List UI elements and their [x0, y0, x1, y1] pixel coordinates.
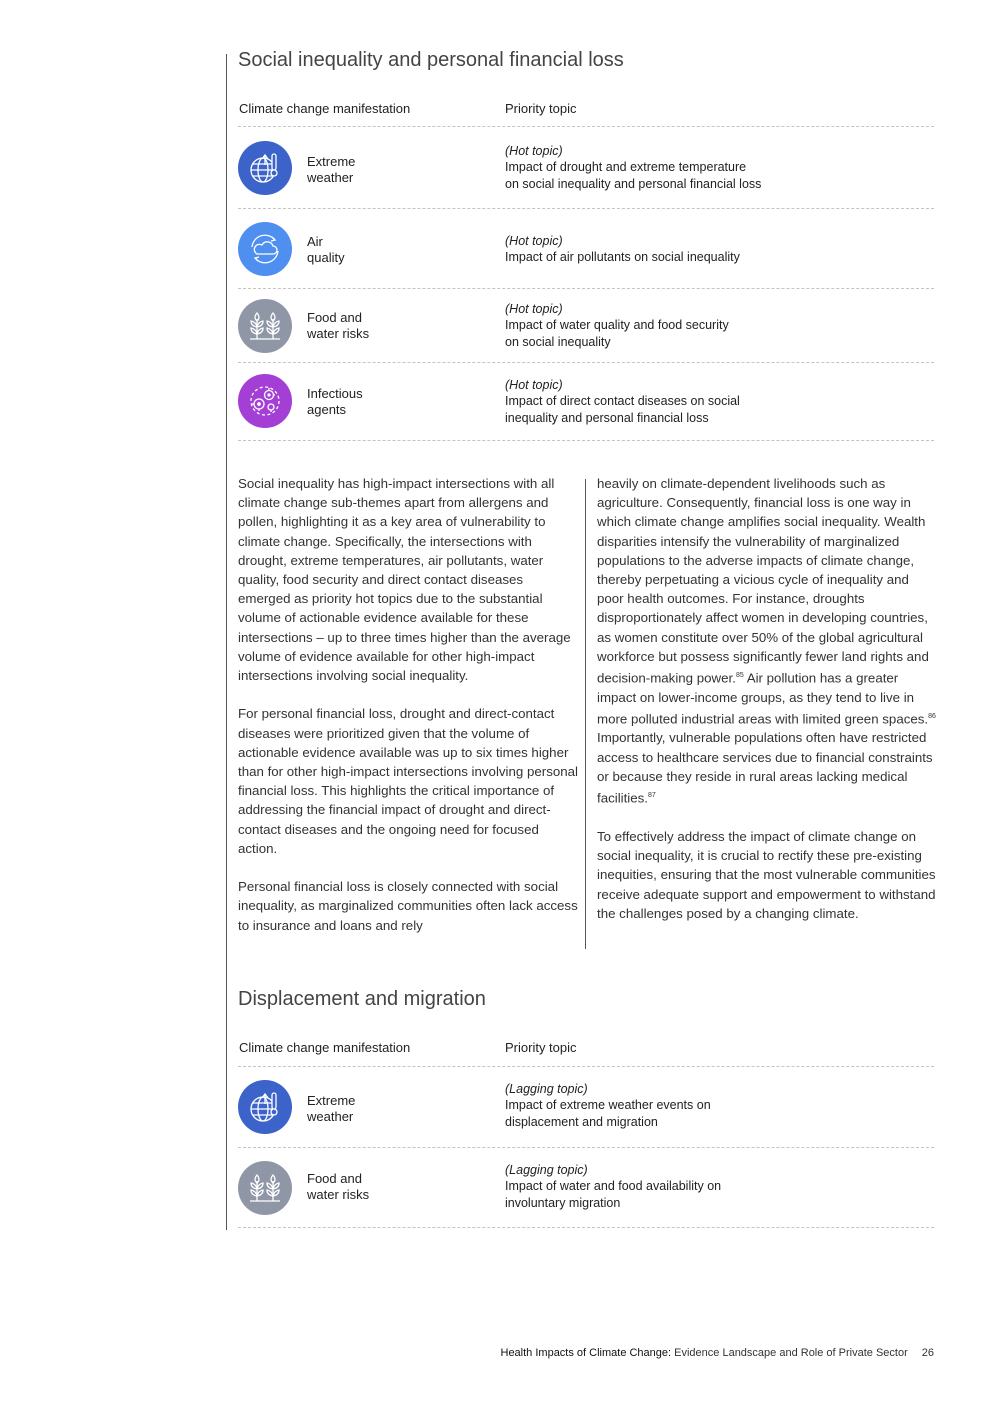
section-title: Displacement and migration: [238, 988, 486, 1010]
table-divider: [238, 1147, 934, 1148]
table-divider: [238, 362, 934, 363]
table-divider: [238, 440, 934, 441]
topic-tag: (Lagging topic): [505, 1082, 588, 1096]
manifestation-label: Food and water risks: [307, 1171, 370, 1202]
table-divider: [238, 1227, 934, 1228]
left-margin-rule: [226, 54, 227, 1230]
page-footer: [501, 1347, 935, 1359]
footer-report-subtitle: Evidence Landscape and Role of Private Sector: [671, 1347, 908, 1359]
table-divider: [238, 288, 934, 289]
topic-tag: (Hot topic): [505, 144, 563, 158]
paragraph: heavily on climate-dependent livelihoods such as agriculture. Consequently, financial loss is one way in which climate change amplifies social inequality. Wealth disparities intensify the vulnerability of marginalized populations to the adverse impacts of climate change, thereby perpetuating a vicious cycle of inequality and poor health outcomes. For instance, droughts disproportionately affect women in developing countries, as women constitute over 50% of the global agricultural workforce but possess significantly fewer land rights and decision-making power.$^{85}$ Air pollution has a greater impact on lower-income groups, as they tend to live in more polluted industrial areas with limited green spaces.$^{86}$ Importantly, vulnerable populations often have restricted access to healthcare services due to financial constraints or because they reside in rural areas lacking medical facilities.$^{87}$: [597, 476, 936, 806]
column-header-manifestation: Climate change manifestation: [239, 101, 411, 116]
globe-thermometer-icon: [238, 1080, 292, 1134]
body-column-left: [238, 474, 578, 954]
manifestation-label: Extreme weather: [307, 1093, 356, 1124]
crops-icon: [238, 1161, 292, 1215]
table-divider: [238, 208, 934, 209]
priority-topic: (Hot topic) Impact of drought and extreme temperature on social inequality and personal financial loss: [505, 143, 835, 192]
column-header-priority: Priority topic: [505, 101, 577, 116]
priority-topic: (Lagging topic) Impact of extreme weather events on displacement and migration: [505, 1081, 835, 1130]
crops-icon: [238, 299, 292, 353]
column-header-priority: Priority topic: [505, 1040, 577, 1055]
topic-tag: (Hot topic): [505, 302, 563, 316]
globe-thermometer-icon: [238, 141, 292, 195]
column-header-manifestation: Climate change manifestation: [239, 1040, 411, 1055]
priority-topic: (Hot topic) Impact of water quality and food security on social inequality: [505, 301, 835, 350]
manifestation-label: Infectious agents: [307, 386, 363, 417]
footer-report-title: Health Impacts of Climate Change:: [500, 1347, 672, 1359]
manifestation-label: Extreme weather: [307, 154, 356, 185]
body-column-right: [597, 474, 937, 942]
footnote-ref: 85: [735, 672, 744, 680]
section-title: Social inequality and personal financial loss: [238, 49, 624, 71]
table-divider: [238, 126, 934, 127]
manifestation-label: Food and water risks: [307, 310, 370, 341]
priority-topic: (Lagging topic) Impact of water and food availability on involuntary migration: [505, 1162, 835, 1211]
column-divider: [585, 479, 586, 949]
page-number: 26: [921, 1347, 934, 1359]
paragraph: For personal financial loss, drought and direct-contact diseases were prioritized given that the volume of actionable evidence available was up to six times higher than for other high-impact intersections involving personal financial loss. This highlights the critical importance of addressing the financial impact of drought and direct-contact diseases and the ongoing need for focused action.: [238, 706, 578, 856]
priority-topic: (Hot topic) Impact of air pollutants on social inequality: [505, 233, 835, 266]
paragraph: Social inequality has high-impact intersections with all climate change sub-themes apart from allergens and pollen, highlighting it as a key area of vulnerability to climate change. Specifically, the intersections with drought, extreme temperatures, air pollutants, water quality, food security and direct contact diseases emerged as priority hot topics due to the substantial volume of actionable evidence available for these intersections – up to three times higher than the average volume of evidence available for other high-impact intersections involving social inequality.: [238, 476, 571, 684]
topic-tag: (Lagging topic): [505, 1163, 588, 1177]
footnote-ref: 87: [648, 792, 656, 800]
topic-tag: (Hot topic): [505, 234, 563, 248]
table-divider: [238, 1066, 934, 1067]
paragraph: To effectively address the impact of climate change on social inequality, it is crucial to rectify these pre-existing inequities, ensuring that the most vulnerable communities receive adequate support and empowerment to withstand the challenges posed by a changing climate.: [597, 828, 936, 921]
virus-icon: [238, 374, 292, 428]
paragraph: Personal financial loss is closely connected with social inequality, as marginalized communities often lack access to insurance and loans and rely: [238, 879, 578, 933]
cloud-cycle-icon: [238, 222, 292, 276]
footnote-ref: 86: [928, 712, 936, 720]
priority-topic: (Hot topic) Impact of direct contact diseases on social inequality and personal financial loss: [505, 377, 835, 426]
topic-tag: (Hot topic): [505, 378, 563, 392]
manifestation-label: Air quality: [307, 234, 345, 265]
